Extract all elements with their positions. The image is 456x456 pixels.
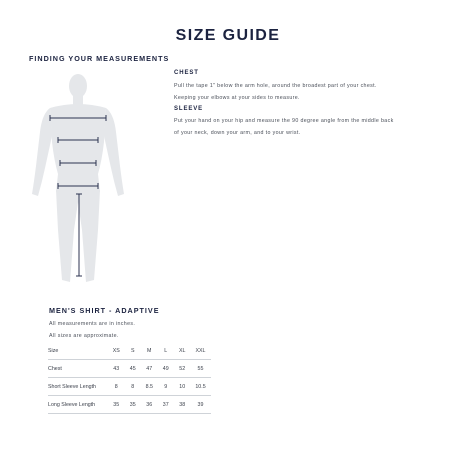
column-header: Size [48,342,108,360]
table-row [48,360,211,378]
table-cell: 8 [125,378,142,396]
table-cell: 38 [174,396,191,414]
table-cell: 39 [191,396,211,414]
body-figure [28,70,128,290]
table-cell: 55 [191,360,211,378]
row-label: Chest [48,360,108,378]
table-cell: 52 [174,360,191,378]
column-header: XS [108,342,125,360]
row-label: Long Sleeve Length [48,396,108,414]
size-note-units: All measurements are in inches. [49,321,136,327]
page-title: SIZE GUIDE [175,27,281,44]
table-cell: 8.5 [141,378,158,396]
sleeve-instruction-2: of your neck, down your arm, and to your wrist. [174,130,301,136]
column-header: L [158,342,175,360]
table-cell: 35 [125,396,142,414]
sleeve-instruction-1: Put your hand on your hip and measure the 90 degree angle from the middle back [174,118,394,124]
size-chart-heading: MEN'S SHIRT - ADAPTIVE [49,306,160,315]
column-header: M [141,342,158,360]
chest-instruction-1: Pull the tape 1" below the arm hole, around the broadest part of your chest. [174,83,377,89]
table-cell: 35 [108,396,125,414]
size-note-approx: All sizes are approximate. [49,333,119,339]
size-table [48,342,211,414]
sleeve-heading: SLEEVE [174,106,204,112]
table-cell: 8 [108,378,125,396]
column-header: XL [174,342,191,360]
table-row [48,378,211,396]
table-cell: 36 [141,396,158,414]
column-header: XXL [191,342,211,360]
table-cell: 10 [174,378,191,396]
table-cell: 9 [158,378,175,396]
table-cell: 37 [158,396,175,414]
row-label: Short Sleeve Length [48,378,108,396]
measurements-heading: FINDING YOUR MEASUREMENTS [29,54,170,63]
table-header-row [48,342,211,360]
column-header: S [125,342,142,360]
table-cell: 45 [125,360,142,378]
chest-instruction-2: Keeping your elbows at your sides to measure. [174,95,300,101]
table-row [48,396,211,414]
table-cell: 43 [108,360,125,378]
table-cell: 10.5 [191,378,211,396]
chest-heading: CHEST [174,70,199,76]
table-cell: 47 [141,360,158,378]
table-cell: 49 [158,360,175,378]
